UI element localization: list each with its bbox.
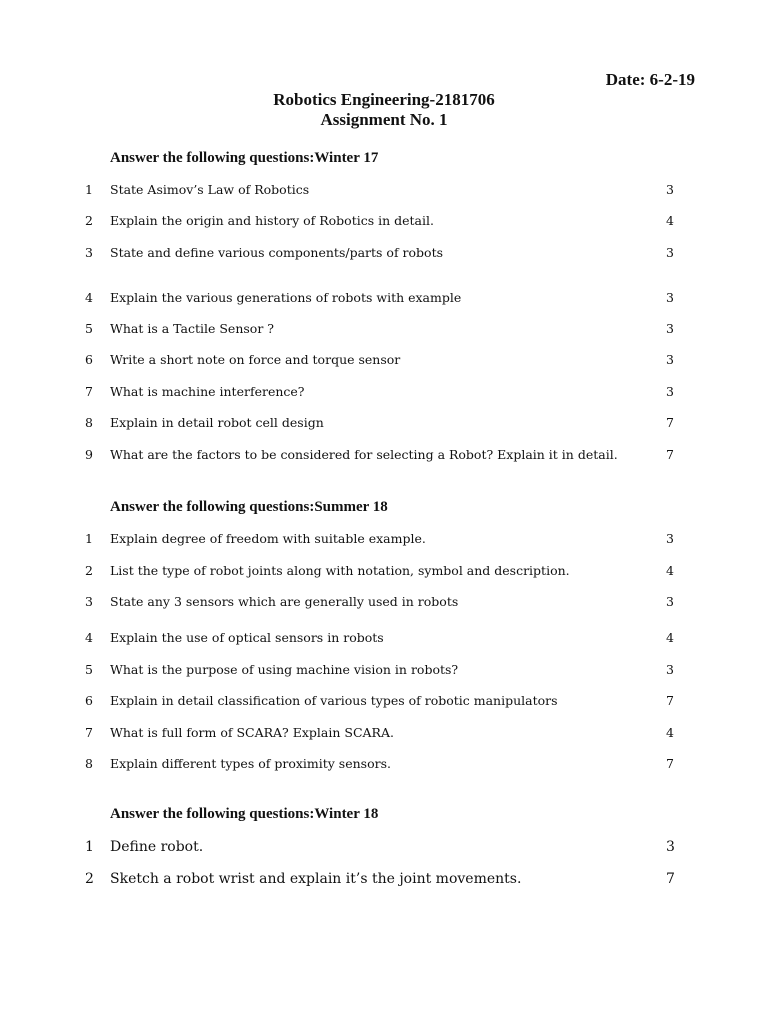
assignment-number: Assignment No. 1: [320, 110, 448, 129]
question-marks: 3: [666, 245, 674, 260]
question-row: [0, 723, 768, 743]
question-text: Write a short note on force and torque sensor: [110, 352, 401, 367]
question-marks: 3: [666, 290, 674, 305]
course-title: Robotics Engineering-2181706: [273, 90, 495, 109]
section-heading-winter-17: Answer the following questions:Winter 17: [110, 150, 379, 166]
question-marks: 3: [666, 352, 674, 367]
question-number: 7: [85, 384, 93, 399]
question-row: [0, 529, 768, 549]
question-text: Define robot.: [110, 839, 204, 855]
section-heading-winter-18: Answer the following questions:Winter 18: [110, 806, 379, 822]
question-text: What is the purpose of using machine vision in robots?: [110, 662, 459, 677]
question-marks: 3: [666, 662, 674, 677]
question-number: 3: [85, 245, 93, 260]
question-text: Explain the origin and history of Robotics in detail.: [110, 213, 434, 228]
question-number: 6: [85, 352, 93, 367]
question-number: 1: [85, 531, 93, 546]
question-row: [0, 382, 768, 402]
question-marks: 3: [666, 839, 675, 855]
question-text: Explain in detail classification of various types of robotic manipulators: [110, 693, 558, 708]
question-row: [0, 691, 768, 711]
question-text: State and define various components/parts of robots: [110, 245, 444, 260]
question-number: 1: [85, 839, 94, 855]
question-marks: 3: [666, 594, 674, 609]
question-text: Explain the use of optical sensors in robots: [110, 630, 384, 645]
question-number: 5: [85, 662, 93, 677]
question-marks: 7: [666, 756, 674, 771]
question-number: 7: [85, 725, 93, 740]
question-marks: 4: [666, 213, 674, 228]
question-marks: 7: [666, 693, 674, 708]
question-text: State any 3 sensors which are generally used in robots: [110, 594, 459, 609]
question-row: [0, 319, 768, 339]
question-number: 9: [85, 447, 93, 462]
question-row: [0, 288, 768, 308]
question-text: Sketch a robot wrist and explain it’s the joint movements.: [110, 871, 522, 887]
question-text: What is full form of SCARA? Explain SCARA.: [110, 725, 394, 740]
section-heading-summer-18: Answer the following questions:Summer 18: [110, 499, 388, 515]
question-number: 4: [85, 630, 93, 645]
question-text: Explain in detail robot cell design: [110, 415, 324, 430]
question-number: 8: [85, 756, 93, 771]
question-row: [0, 628, 768, 648]
question-marks: 4: [666, 725, 674, 740]
question-number: 6: [85, 693, 93, 708]
question-row: [0, 350, 768, 370]
question-number: 2: [85, 563, 93, 578]
question-marks: 3: [666, 531, 674, 546]
question-number: 2: [85, 213, 93, 228]
question-number: 8: [85, 415, 93, 430]
question-text: What is a Tactile Sensor ?: [110, 321, 274, 336]
question-text: Explain different types of proximity sensors.: [110, 756, 391, 771]
question-marks: 3: [666, 182, 674, 197]
question-text: What is machine interference?: [110, 384, 305, 399]
question-row: [0, 561, 768, 581]
question-marks: 7: [666, 871, 675, 887]
question-marks: 4: [666, 563, 674, 578]
question-number: 2: [85, 871, 94, 887]
question-text: What are the factors to be considered for selecting a Robot? Explain it in detail.: [110, 447, 618, 462]
question-row: [0, 211, 768, 231]
question-row: [0, 869, 768, 889]
question-marks: 4: [666, 630, 674, 645]
question-row: [0, 837, 768, 857]
question-number: 3: [85, 594, 93, 609]
question-number: 5: [85, 321, 93, 336]
question-row: [0, 180, 768, 200]
assignment-date: Date: 6-2-19: [605, 70, 695, 89]
question-row: [0, 592, 768, 612]
question-text: Explain degree of freedom with suitable example.: [110, 531, 426, 546]
question-text: List the type of robot joints along with notation, symbol and description.: [110, 563, 570, 578]
question-marks: 7: [666, 415, 674, 430]
question-text: Explain the various generations of robots with example: [110, 290, 462, 305]
question-row: [0, 413, 768, 433]
question-marks: 3: [666, 384, 674, 399]
question-text: State Asimov’s Law of Robotics: [110, 182, 310, 197]
question-number: 1: [85, 182, 93, 197]
question-row: [0, 660, 768, 680]
question-row: [0, 243, 768, 263]
question-row: [0, 754, 768, 774]
question-marks: 7: [666, 447, 674, 462]
question-row: [0, 445, 768, 465]
question-marks: 3: [666, 321, 674, 336]
question-number: 4: [85, 290, 93, 305]
